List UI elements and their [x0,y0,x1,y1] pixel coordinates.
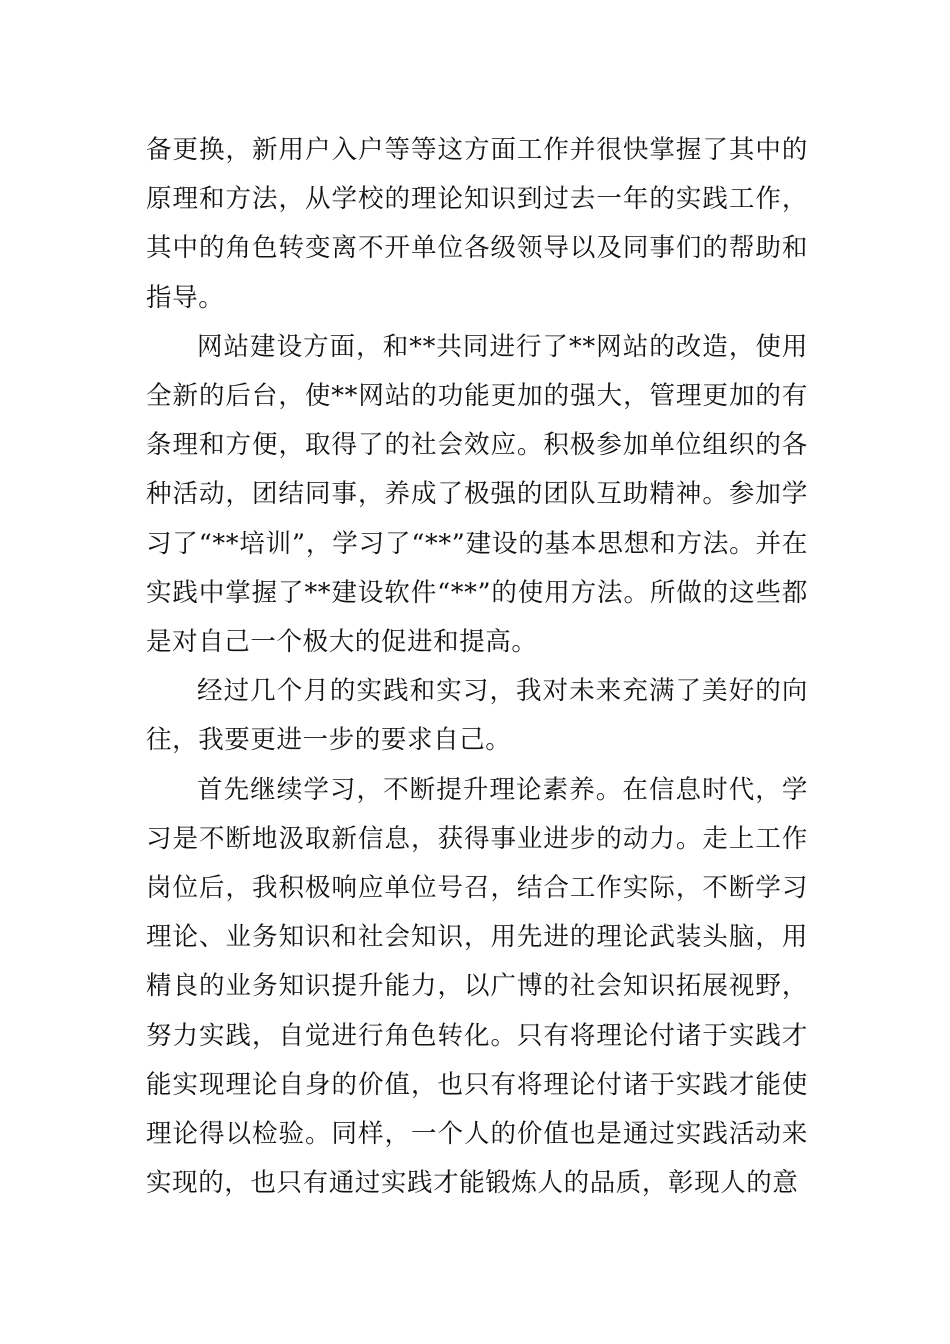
paragraph-3: 经过几个月的实践和实习，我对未来充满了美好的向往，我要更进一步的要求自己。 [146,676,808,756]
paragraph-1: 备更换，新用户入户等等这方面工作并很快掌握了其中的原理和方法，从学校的理论知识到过去一年的实践工作，其中的角色转变离不开单位各级领导以及同事们的帮助和指导。 [146,135,808,313]
paragraph-2: 网站建设方面，和**共同进行了**网站的改造，使用全新的后台，使**网站的功能更加的强大，管理更加的有条理和方便，取得了的社会效应。积极参加单位组织的各种活动，团结同事，养成了极强的团队互助精神。参加学习了“**培训”，学习了“**”建设的基本思想和方法。并在实践中掌握了**建设软件“**”的使用方法。所做的这些都是对自己一个极大的促进和提高。 [146,331,808,658]
document-body [146,126,808,1208]
paragraph-4: 首先继续学习，不断提升理论素养。在信息时代，学习是不断地汲取新信息，获得事业进步的动力。走上工作岗位后，我积极响应单位号召，结合工作实际，不断学习理论、业务知识和社会知识，用先进的理论武装头脑，用精良的业务知识提升能力，以广博的社会知识拓展视野，努力实践，自觉进行角色转化。只有将理论付诸于实践才能实现理论自身的价值，也只有将理论付诸于实践才能使理论得以检验。同样，一个人的价值也是通过实践活动来实现的，也只有通过实践才能锻炼人的品质，彰现人的意 [146,774,808,1199]
